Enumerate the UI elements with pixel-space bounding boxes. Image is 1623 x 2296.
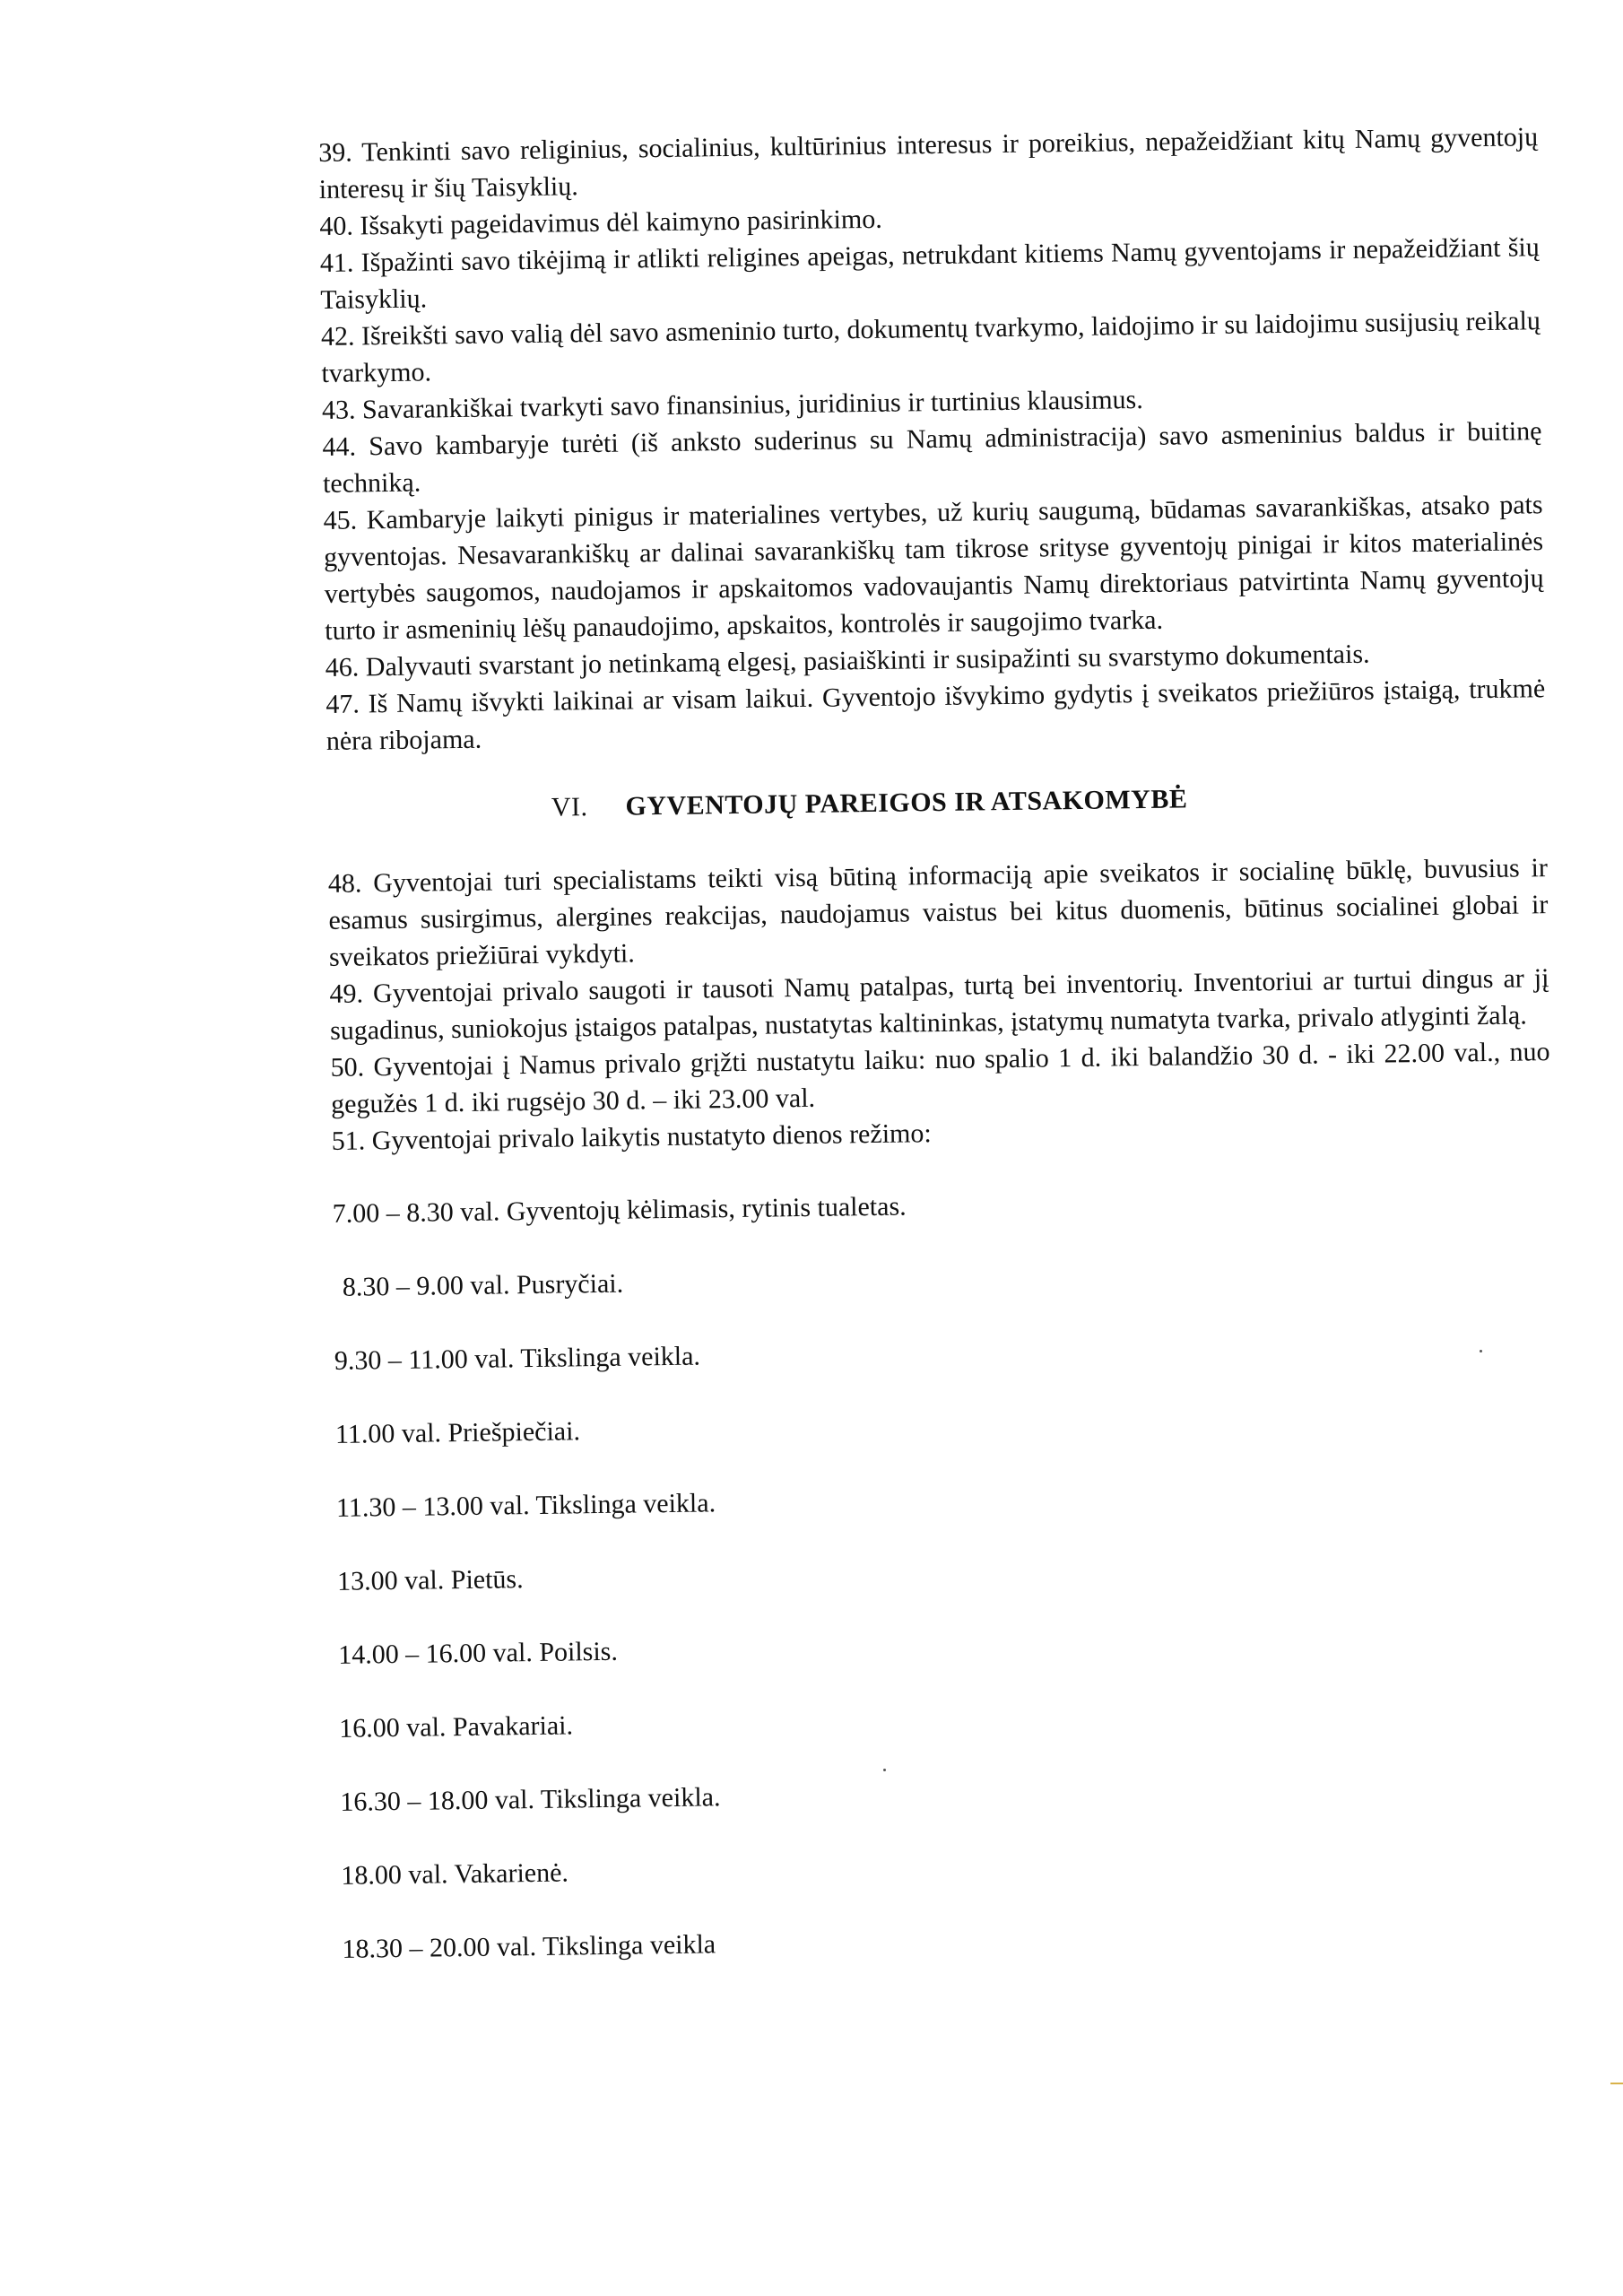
paragraph-46: 46. Dalyvauti svarstant jo netinkamą elgesį, pasiaiškinti ir susipažinti su svarstymo dokumentais. [325,639,1370,683]
section-heading [327,779,1547,826]
obligations-list [328,849,1551,1160]
scan-speck [1480,1350,1482,1352]
paragraph-45: 45. Kambaryje laikyti pinigus ir materialines vertybes, už kurių saugumą, būdamas savarankiškas, atsako pats gyventojas. Nesavarankiškų ar dalinai savarankiškų tam tikrose srityse gyventojų pinigai ir kitos materialinės vertybės saugomos, naudojamos ir apskaitomos vadovaujantis Namų direktoriaus patvirtinta Namų gyventojų turto ir asmeninių lėšų panaudojimo, apskaitos, kontrolės ir saugojimo tvarka. [323,490,1544,646]
paragraph-43: 43. Savarankiškai tvarkyti savo finansinius, juridinius ir turtinius klausimus. [321,384,1143,425]
scan-edge-mark [1610,2083,1623,2084]
paragraph-51: 51. Gyventojai privalo laikytis nustatyto dienos režimo: [331,1118,932,1156]
schedule-item: 7.00 – 8.30 val. Gyventojų kėlimasis, rytinis tualetas. [332,1191,907,1229]
scan-speck [883,1769,886,1771]
paragraph-42: 42. Išreikšti savo valią dėl savo asmeninio turto, dokumentų tvarkymo, laidojimo ir su laidojimu susijusių reikalų tvarkymo. [320,306,1541,388]
paragraph-48: 48. Gyventojai turi specialistams teikti visą būtiną informaciją apie sveikatos ir socialinę būklę, buvusius ir esamus susirgimus, alergines reakcijas, naudojamus vaistus bei kitus duomenis, būtinus socialinei globai ir sveikatos priežiūrai vykdyti. [327,853,1549,972]
schedule-item: 18.30 – 20.00 val. Tikslinga veikla [342,1929,716,1964]
schedule-item: 13.00 val. Pietūs. [336,1564,524,1596]
schedule-item: 16.00 val. Pavakariai. [339,1710,574,1744]
daily-schedule [332,1179,1562,2005]
section-title: GYVENTOJŲ PAREIGOS IR ATSAKOMYBĖ [625,784,1188,822]
section-number: VI. [551,792,588,822]
paragraph-50: 50. Gyventojai į Namus privalo grįžti nustatytu laiku: nuo spalio 1 d. iki balandžio 30 d. - iki 22.00 val., nuo gegužės 1 d. iki rugsėjo 30 d. – iki 23.00 val. [330,1037,1550,1119]
schedule-item: 11.30 – 13.00 val. Tikslinga veikla. [335,1488,716,1523]
paragraph-40: 40. Išsakyti pageidavimus dėl kaimyno pasirinkimo. [319,204,882,241]
paragraph-44: 44. Savo kambaryje turėti (iš anksto suderinus su Namų administracija) savo asmeninius baldus ir buitinę techniką. [322,416,1542,499]
schedule-item: 18.00 val. Vakarienė. [341,1857,569,1891]
schedule-item: 16.30 – 18.00 val. Tikslinga veikla. [340,1782,721,1817]
schedule-item: 9.30 – 11.00 val. Tikslinga veikla. [334,1341,701,1376]
schedule-item: 14.00 – 16.00 val. Poilsis. [337,1636,619,1670]
paragraph-49: 49. Gyventojai privalo saugoti ir tausoti Namų patalpas, turtą bei inventorių. Inventoriui ar turtui dingus ar jį sugadinus, suniokojus įstaigos patalpas, nustatytas kaltininkas, įstatymų numatyta tvarka, privalo atlyginti žalą. [329,963,1549,1046]
schedule-item: 11.00 val. Priešpiečiai. [334,1416,581,1449]
document-page [318,118,1562,2005]
paragraph-39: 39. Tenkinti savo religinius, socialinius, kultūrinius interesus ir poreikius, nepažeidžiant kitų Namų gyventojų interesų ir šių Taisyklių. [318,122,1539,204]
paragraph-47: 47. Iš Namų išvykti laikinai ar visam laikui. Gyventojo išvykimo gydytis į sveikatos priežiūros įstaigą, trukmė nėra ribojama. [325,674,1546,756]
schedule-item: 8.30 – 9.00 val. Pusryčiai. [342,1268,624,1302]
paragraph-41: 41. Išpažinti savo tikėjimą ir atlikti religines apeigas, netrukdant kitiems Namų gyventojams ir nepažeidžiant šių Taisyklių. [319,232,1540,315]
rights-list [318,118,1546,760]
